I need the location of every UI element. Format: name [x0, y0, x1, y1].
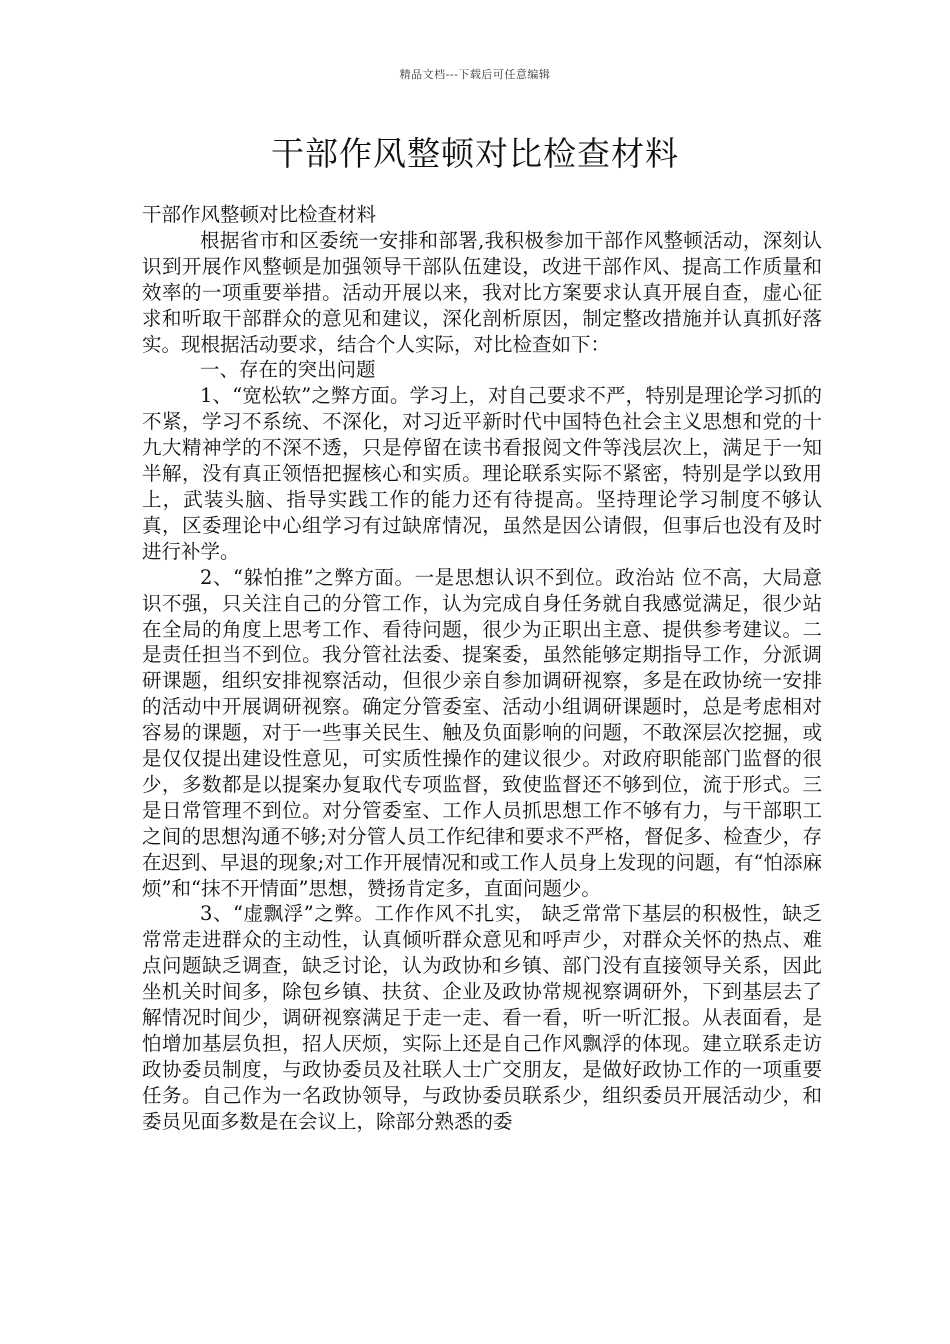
- document-body: [142, 202, 822, 1135]
- document-subtitle: 干部作风整顿对比检查材料: [142, 203, 377, 226]
- section-heading: 一、存在的突出问题: [200, 358, 376, 382]
- document-title: 干部作风整顿对比检查材料: [271, 134, 679, 173]
- problem-paragraph-3: 3、“虚飘浮”之弊。工作作风不扎实， 缺乏常常下基层的积极性，缺乏常常走进群众的主动性，认真倾听群众意见和呼声少，对群众关怀的热点、难点问题缺乏调查，缺乏讨论，认为政协和乡镇、部门没有直接领导关系，因此坐机关时间多，除包乡镇、扶贫、企业及政协常规视察调研外，下到基层去了解情况时间少，调研视察满足于走一走、看一看，听一听汇报。从表面看，是怕增加基层负担，招人厌烦，实际上还是自己作风飘浮的体现。建立联系走访政协委员制度，与政协委员及社联人士广交朋友，是做好政协工作的一项重要任务。自己作为一名政协领导，与政协委员联系少，组织委员开展活动少，和委员见面多数是在会议上，除部分熟悉的委: [142, 902, 822, 1133]
- problem-paragraph-2: 2、“躲怕推”之弊方面。一是思想认识不到位。政治站 位不高，大局意识不强，只关注自己的分管工作，认为完成自身任务就自我感觉满足，很少站在全局的角度上思考工作、看待问题，很少为正职出主意、提供参考建议。二是责任担当不到位。我分管社法委、提案委，虽然能够定期指导工作，分派调研课题，组织安排视察活动，但很少亲自参加调研视察，多是在政协统一安排的活动中开展调研视察。确定分管委室、活动小组调研课题时，总是考虑相对容易的课题，对于一些事关民生、触及负面影响的问题，不敢深层次挖掘，或是仅仅提出建设性意见，可实质性操作的建议很少。对政府职能部门监督的很少，多数都是以提案办复取代专项监督，致使监督还不够到位，流于形式。三是日常管理不到位。对分管委室、工作人员抓思想工作不够有力，与干部职工之间的思想沟通不够;对分管人员工作纪律和要求不严格，督促多、检查少，存在迟到、早退的现象;对工作开展情况和或工作人员身上发现的问题，有“怕添麻烦”和“抹不开情面”思想，赞扬肯定多，直面问题少。: [142, 565, 822, 900]
- header-note: 精品文档---下载后可任意编辑: [399, 68, 551, 81]
- problem-paragraph-1: 1、“宽松软”之弊方面。学习上，对自己要求不严，特别是理论学习抓的不紧，学习不系统、不深化，对习近平新时代中国特色社会主义思想和党的十九大精神学的不深不透，只是停留在读书看报阅文件等浅层次上，满足于一知半解，没有真正领悟把握核心和实质。理论联系实际不紧密，特别是学以致用上，武装头脑、指导实践工作的能力还有待提高。坚持理论学习制度不够认真，区委理论中心组学习有过缺席情况，虽然是因公请假，但事后也没有及时进行补学。: [142, 384, 822, 563]
- intro-paragraph: 根据省市和区委统一安排和部署,我积极参加干部作风整顿活动，深刻认识到开展作风整顿是加强领导干部队伍建设，改进干部作风、提高工作质量和效率的一项重要举措。活动开展以来，我对比方案要求认真开展自查，虚心征求和听取干部群众的意见和建议，深化剖析原因，制定整改措施并认真抓好落实。现根据活动要求，结合个人实际，对比检查如下：: [142, 228, 822, 356]
